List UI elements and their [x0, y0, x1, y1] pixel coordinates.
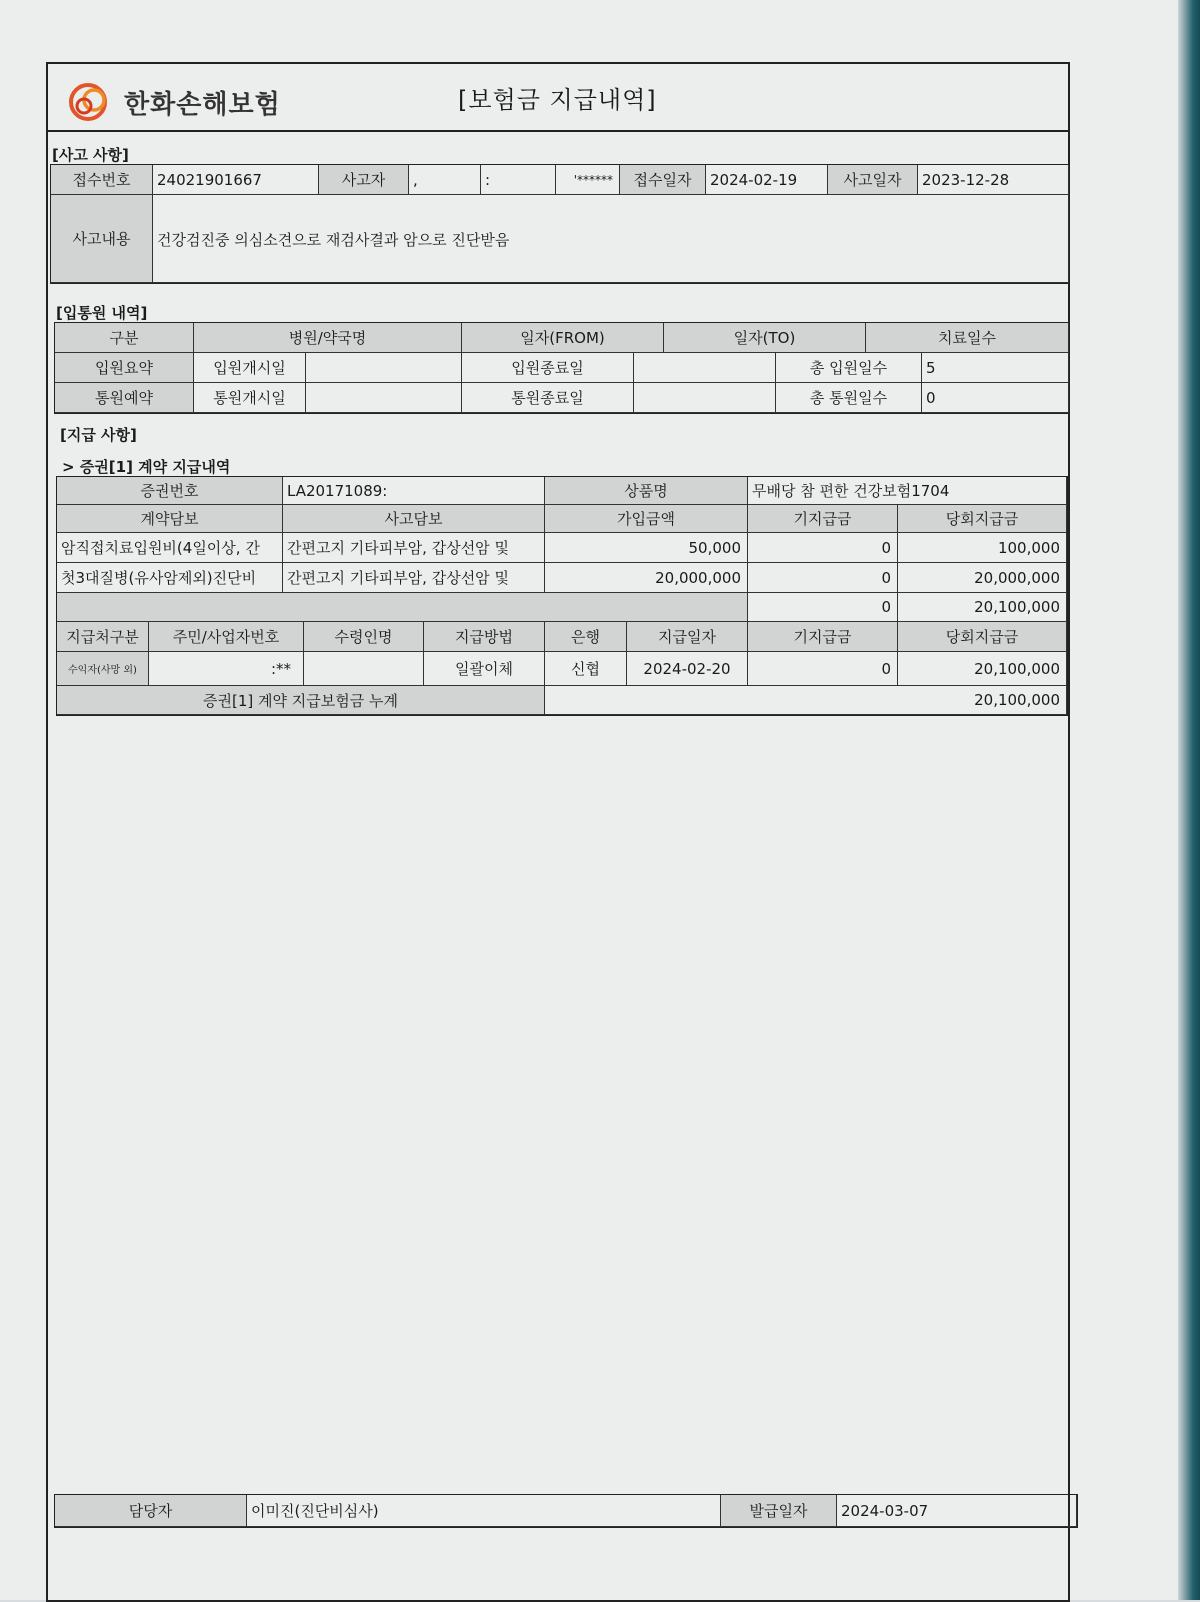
coverage-row-contract: 암직접치료입원비(4일이상, 간	[57, 533, 283, 563]
payee-header-id: 주민/사업자번호	[149, 622, 304, 652]
payee-bank: 신협	[545, 652, 627, 686]
content-value: 건강검진중 의심소견으로 재검사결과 암으로 진단받음	[153, 195, 1069, 283]
payee-paid: 0	[748, 652, 898, 686]
product-value: 무배당 참 편한 건강보험1704	[748, 477, 1067, 505]
payee-header-type: 지급처구분	[57, 622, 149, 652]
inpatient-end-value	[634, 353, 776, 383]
section-payment: [지급 사항]	[60, 426, 137, 444]
subsection-policy-payment: > 증권[1] 계약 지급내역	[62, 458, 231, 476]
coverage-row-accident: 간편고지 기타피부암, 갑상선암 및	[283, 563, 545, 593]
coverage-header-accident: 사고담보	[283, 505, 545, 533]
coverage-row-accident: 간편고지 기타피부암, 갑상선암 및	[283, 533, 545, 563]
outpatient-start-value	[306, 383, 462, 413]
coverage-header-current: 당회지급금	[898, 505, 1067, 533]
coverage-row-paid: 0	[748, 563, 898, 593]
hospital-header-type: 구분	[55, 323, 194, 353]
payee-header-method: 지급방법	[424, 622, 545, 652]
content-label: 사고내용	[51, 195, 153, 283]
payee-name	[304, 652, 424, 686]
section-accident: [사고 사항]	[52, 146, 129, 164]
photo-background-edge	[1178, 0, 1200, 1600]
hospital-header-days: 치료일수	[866, 323, 1069, 353]
subtotal-current: 20,100,000	[898, 593, 1067, 622]
coverage-header-paid: 기지급금	[748, 505, 898, 533]
payee-date: 2024-02-20	[627, 652, 748, 686]
outpatient-start-label: 통원개시일	[194, 383, 306, 413]
coverage-row-contract: 첫3대질병(유사암제외)진단비	[57, 563, 283, 593]
document-frame	[46, 62, 1070, 1602]
payee-current: 20,100,000	[898, 652, 1067, 686]
receipt-no-label: 접수번호	[51, 165, 153, 195]
policy-total-value: 20,100,000	[545, 686, 1067, 715]
person-label: 사고자	[319, 165, 409, 195]
coverage-header-amount: 가입금액	[545, 505, 748, 533]
payee-header-name: 수령인명	[304, 622, 424, 652]
coverage-row-current: 20,000,000	[898, 563, 1067, 593]
payee-header-bank: 은행	[545, 622, 627, 652]
manager-label: 담당자	[55, 1495, 247, 1527]
hanwha-logo-icon	[66, 78, 114, 126]
coverage-row-amount: 50,000	[545, 533, 748, 563]
outpatient-label: 통원예약	[55, 383, 194, 413]
section-hospital: [입통원 내역]	[56, 304, 148, 322]
inpatient-start-label: 입원개시일	[194, 353, 306, 383]
outpatient-end-value	[634, 383, 776, 413]
inpatient-total-label: 총 입원일수	[776, 353, 922, 383]
receipt-no-value: 24021901667	[153, 165, 319, 195]
manager-value: 이미진(진단비심사)	[247, 1495, 721, 1527]
hospital-header-to: 일자(TO)	[664, 323, 866, 353]
receipt-date-value: 2024-02-19	[706, 165, 828, 195]
payee-header-date: 지급일자	[627, 622, 748, 652]
payee-header-paid: 기지급금	[748, 622, 898, 652]
inpatient-start-value	[306, 353, 462, 383]
outpatient-end-label: 통원종료일	[462, 383, 634, 413]
payee-type: 수익자(사망 외)	[57, 652, 149, 686]
brand-name: 한화손해보험	[124, 90, 281, 120]
subtotal-blank	[57, 593, 748, 622]
coverage-header-contract: 계약담보	[57, 505, 283, 533]
accident-date-label: 사고일자	[828, 165, 918, 195]
coverage-row-amount: 20,000,000	[545, 563, 748, 593]
payee-id-masked: :**	[149, 652, 304, 686]
receipt-date-label: 접수일자	[620, 165, 706, 195]
issue-date-value: 2024-03-07	[837, 1495, 1077, 1527]
person-mid-masked: :	[481, 165, 556, 195]
product-label: 상품명	[545, 477, 748, 505]
issue-date-label: 발급일자	[721, 1495, 837, 1527]
policy-no-value: LA20171089:	[283, 477, 545, 505]
policy-no-label: 증권번호	[57, 477, 283, 505]
inpatient-end-label: 입원종료일	[462, 353, 634, 383]
hospital-header-from: 일자(FROM)	[462, 323, 664, 353]
payee-header-current: 당회지급금	[898, 622, 1067, 652]
page-title: [보험금 지급내역]	[458, 86, 657, 114]
coverage-row-current: 100,000	[898, 533, 1067, 563]
person-id-masked: '******	[556, 165, 620, 195]
coverage-row-paid: 0	[748, 533, 898, 563]
inpatient-label: 입원요약	[55, 353, 194, 383]
person-name-masked: ,	[409, 165, 481, 195]
policy-total-label: 증권[1] 계약 지급보험금 누계	[57, 686, 545, 715]
inpatient-total-value: 5	[922, 353, 1069, 383]
subtotal-paid: 0	[748, 593, 898, 622]
outpatient-total-label: 총 통원일수	[776, 383, 922, 413]
accident-date-value: 2023-12-28	[918, 165, 1069, 195]
outpatient-total-value: 0	[922, 383, 1069, 413]
payee-method: 일괄이체	[424, 652, 545, 686]
hospital-header-name: 병원/약국명	[194, 323, 462, 353]
